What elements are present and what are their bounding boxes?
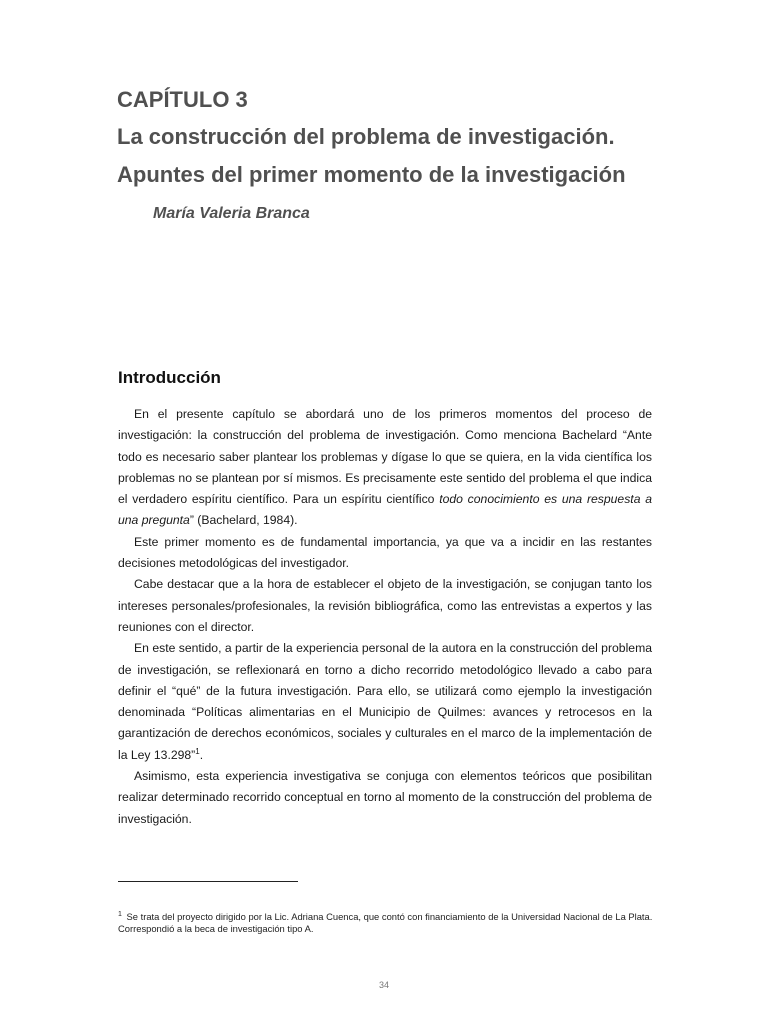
chapter-title-line-1: La construcción del problema de investigación. <box>117 124 615 149</box>
paragraph-3: Cabe destacar que a la hora de establecer el objeto de la investigación, se conjugan tanto los intereses personales/profesionales, la revisión bibliográfica, como las entrevistas a expertos y las reuniones con el director. <box>118 577 652 634</box>
chapter-title <box>117 118 626 194</box>
footnote <box>118 911 654 935</box>
chapter-label: CAPÍTULO 3 <box>117 87 248 112</box>
page-number: 34 <box>378 980 389 990</box>
footnote-divider <box>118 881 298 882</box>
paragraph-2: Este primer momento es de fundamental importancia, ya que va a incidir en las restantes decisiones metodológicas del investigador. <box>118 534 652 571</box>
footnote-mark: 1 <box>118 910 122 918</box>
paragraph-4 <box>118 638 652 766</box>
paragraph-1-text: En el presente capítulo se abordará uno de los primeros momentos del proceso de investigación: la construcción del problema de investigación. Como menciona Bachelard “Ante todo es necesario saber plantear los problemas y dígase lo que se quiera, en la vida científica los problemas no se plantean por sí mismos. Es precisamente este sentido del problema el que indica el verdadero espíritu científico. Para un espíritu científico <box>118 407 652 507</box>
author-name: María Valeria Branca <box>153 205 310 222</box>
paragraph-1-after: ” (Bachelard, 1984). <box>189 513 298 528</box>
paragraph-4-text: En este sentido, a partir de la experiencia personal de la autora en la construcción del problema de investigación, se reflexionará en torno a dicho recorrido metodológico llevado a cabo para definir el “qué” de la futura investigación. Para ello, se utilizará como ejemplo la investigación denominada “Políticas alimentarias en el Municipio de Quilmes: avances y retrocesos en la garantización de derechos económicos, sociales y culturales en el marco de la implementación de la Ley 13.298” <box>118 641 652 762</box>
paragraph-5: Asimismo, esta experiencia investigativa se conjuga con elementos teóricos que posibilitan realizar determinado recorrido conceptual en torno al momento de la construcción del problema de investigación. <box>118 769 652 826</box>
footnote-text: Se trata del proyecto dirigido por la Lic. Adriana Cuenca, que contó con financiamiento de la Universidad Nacional de La Plata. Correspondió a la beca de investigación tipo A. <box>118 911 653 934</box>
paragraph-4-after: . <box>199 747 204 762</box>
paragraph-1 <box>118 404 652 532</box>
body-text <box>118 404 652 830</box>
paragraph-1-italic: todo conocimiento es una respuesta a una pregunta <box>118 492 653 528</box>
section-heading: Introducción <box>118 368 221 387</box>
footnote-reference[interactable]: 1 <box>195 746 200 756</box>
chapter-title-line-2: Apuntes del primer momento de la investigación <box>117 162 626 187</box>
